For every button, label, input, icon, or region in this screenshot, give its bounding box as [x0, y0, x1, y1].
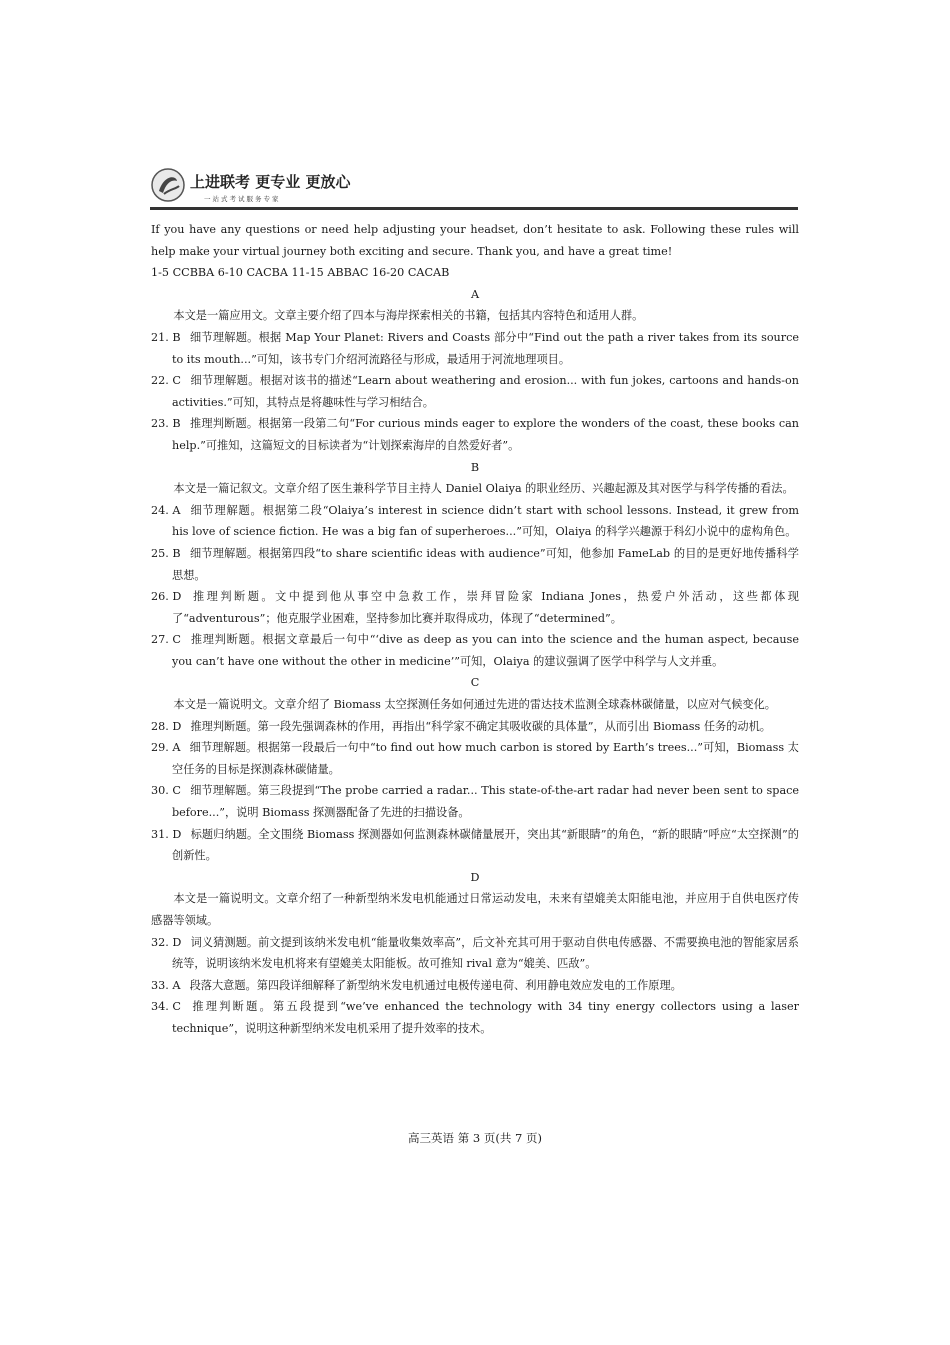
explanation-text: 细节理解题。第三段提到“The probe carried a radar... This state-of-the-art radar had never been sent to space before...”，说明 Biomass 探测器配备了先进的扫描设备。: [172, 784, 800, 820]
explanation-text: 标题归纳题。全文围绕 Biomass 探测器如何监测森林碳储量展开，突出其“新眼睛”的角色，“新的眼睛”呼应“太空探测”的创新性。: [172, 827, 799, 863]
question-answer: 22. C: [151, 374, 181, 388]
answer-explanation: [151, 716, 799, 738]
explanation-text: 词义猜测题。前文提到该纳米发电机“能量收集效率高”，后文补充其可用于驱动自供电传感器、不需要换电池的智能家居系统等，说明该纳米发电机将来有望媲美太阳能板。故可推知 rival 意为“媲美、匹敌”。: [172, 935, 799, 971]
answer-explanation: [151, 932, 799, 975]
question-answer: 24. A: [151, 503, 181, 517]
question-answer: 30. C: [151, 784, 181, 798]
explanation-text: 推理判断题。文中提到他从事空中急救工作，崇拜冒险家 Indiana Jones，热爱户外活动，这些都体现了“adventurous”；他克服学业困难，坚持参加比赛并取得成功，体现了“determined”。: [172, 590, 799, 625]
answer-explanation: [151, 327, 799, 370]
section-summary: 本文是一篇说明文。文章介绍了 Biomass 太空探测任务如何通过先进的雷达技术监测全球森林碳储量，以应对气候变化。: [173, 698, 776, 712]
question-answer: 28. D: [151, 719, 182, 733]
explanation-text: 细节理解题。根据第四段“to share scientific ideas with audience”可知，他参加 FameLab 的目的是更好地传播科学思想。: [172, 546, 799, 582]
question-answer: 34. C: [151, 1000, 181, 1014]
section-letter: C: [470, 676, 480, 690]
explanation-text: 推理判断题。第一段先强调森林的作用，再指出“科学家不确定其吸收碳的具体量”，从而引出 Biomass 任务的动机。: [190, 719, 771, 733]
answer-explanation: [151, 737, 799, 780]
answer-explanation: [151, 586, 799, 629]
explanation-text: 细节理解题。根据第一段最后一句中“to find out how much carbon is stored by Earth’s trees...”可知，Biomass 太空任务的目标是探测森林碳储量。: [172, 741, 799, 776]
section-letter: D: [470, 870, 480, 884]
section-summary: 本文是一篇记叙文。文章介绍了医生兼科学节目主持人 Daniel Olaiya 的职业经历、兴趣起源及其对医学与科学传播的看法。: [173, 482, 794, 496]
answer-explanation: [151, 975, 799, 997]
answer-explanation: [151, 500, 799, 543]
section-letter: A: [470, 287, 480, 301]
brand-logo-icon: [150, 167, 186, 203]
question-answer: 31. D: [151, 827, 182, 841]
answer-explanation: [151, 780, 799, 823]
answer-content: [151, 219, 799, 1040]
question-answer: 27. C: [151, 633, 181, 647]
answer-explanation: [151, 413, 799, 456]
explanation-text: 细节理解题。根据 Map Your Planet: Rivers and Coasts 部分中“Find out the path a river takes from its source to its mouth...”可知，该书专门介绍河流路径与形成，最适用于河流地理项目。: [172, 330, 799, 366]
page-footer: 高三英语 第 3 页(共 7 页): [408, 1131, 542, 1145]
question-answer: 33. A: [151, 978, 181, 992]
answer-explanation: [151, 629, 799, 672]
question-answer: 25. B: [151, 546, 181, 560]
question-answer: 26. D: [151, 590, 182, 604]
answer-explanation: [151, 370, 799, 413]
passage-ending: If you have any questions or need help adjusting your headset, don’t hesitate to ask. Following these rules will help make your virtual journey both exciting and secure. Thank you, and have a great time!: [151, 223, 799, 258]
section-letter: B: [470, 460, 480, 474]
answer-explanation: [151, 996, 799, 1039]
answer-explanation: [151, 824, 799, 867]
section-summary: 本文是一篇说明文。文章介绍了一种新型纳米发电机能通过日常运动发电，未来有望媲美太阳能电池，并应用于自供电医疗传感器等领域。: [151, 892, 799, 927]
explanation-text: 推理判断题。根据第一段第二句“For curious minds eager to explore the wonders of the coast, these books can help.”可推知，这篇短文的目标读者为“计划探索海岸的自然爱好者”。: [172, 417, 799, 452]
sections-container: [151, 284, 799, 1040]
section-summary: 本文是一篇应用文。文章主要介绍了四本与海岸探索相关的书籍，包括其内容特色和适用人群。: [173, 309, 644, 323]
explanation-text: 推理判断题。根据文章最后一句中“‘dive as deep as you can into the science and the human aspect, because you can’t have one without the other in medicine’”可知，Olaiya 的建议强调了医学中科学与人文并重。: [172, 633, 799, 668]
explanation-text: 细节理解题。根据第二段“Olaiya’s interest in science didn’t start with school lessons. Instead, it grew from his love of science fiction. He was a big fan of superheroes...”可知，Olaiya 的科学兴趣源于科幻小说中的虚构角色。: [172, 503, 800, 539]
header-divider: [150, 207, 798, 210]
answer-explanation: [151, 543, 799, 586]
question-answer: 32. D: [151, 935, 182, 949]
question-answer: 29. A: [151, 741, 181, 755]
explanation-text: 推理判断题。第五段提到“we’ve enhanced the technology with 34 tiny energy collectors using a laser technique”，说明这种新型纳米发电机采用了提升效率的技术。: [172, 1000, 799, 1035]
answer-keys: 1-5 CCBBA 6-10 CACBA 11-15 ABBAC 16-20 CACAB: [151, 266, 450, 280]
question-answer: 23. B: [151, 417, 181, 431]
brand-slogan: 上进联考 更专业 更放心: [190, 173, 351, 191]
brand-tagline: 一站式考试服务专家: [204, 195, 281, 203]
question-answer: 21. B: [151, 330, 181, 344]
page-header: [150, 165, 798, 209]
explanation-text: 段落大意题。第四段详细解释了新型纳米发电机通过电极传递电荷、利用静电效应发电的工作原理。: [189, 978, 682, 992]
explanation-text: 细节理解题。根据对该书的描述“Learn about weathering and erosion... with fun jokes, cartoons and hands-on activities.”可知，其特点是将趣味性与学习相结合。: [172, 374, 799, 409]
